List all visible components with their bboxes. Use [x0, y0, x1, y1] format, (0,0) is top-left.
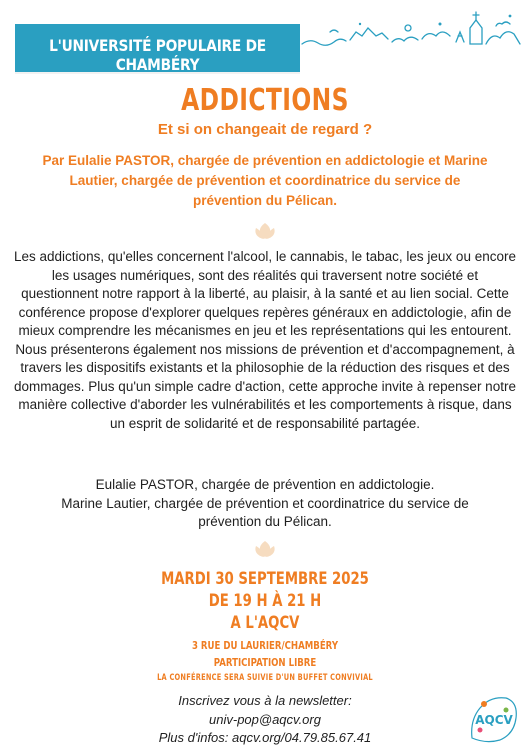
- description-body: [12, 248, 518, 433]
- event-entry-fee: PARTICIPATION LIBRE: [213, 656, 317, 669]
- speakers-intro: [30, 151, 500, 211]
- speakers-line: Lautier, chargée de prévention et coordinatrice du service de: [69, 173, 461, 188]
- leaf-divider-icon: [254, 222, 276, 240]
- event-date: MARDI 30 SEPTEMBRE 2025: [161, 569, 369, 589]
- newsletter-email-link[interactable]: univ-pop@aqcv.org: [209, 711, 321, 727]
- aqcv-logo: [466, 690, 522, 746]
- page-subtitle: Et si on changeait de regard ?: [157, 121, 373, 138]
- description-paragraph: Nous présenterons également nos missions de prévention et d'accompagnement, à travers les dispositifs existants et la philosophie de la réduction des risques et des dommages. Plus qu'un simple cadre d'action, cette approche invite à repenser notre manière collective d'aborder les vulnérabilités et les comportements à risque, dans un esprit de solidarité et de responsabilité partagée.: [14, 341, 516, 431]
- leaf-divider-icon: [254, 540, 276, 558]
- credit-line: Eulalie PASTOR, chargée de prévention en addictologie.: [95, 477, 435, 492]
- description-paragraph: Les addictions, qu'elles concernent l'alcool, le cannabis, le tabac, les jeux ou encore les usages numériques, sont des réalités qui traversent notre société et questionnent notre rapport à la liberté, au plaisir, à la santé et au lien social. Cette conférence propose d'explorer quelques repères généraux en addictologie, afin de mieux comprendre les mécanismes en jeu et les représentations qui les entourent.: [14, 249, 516, 338]
- event-time: DE 19 H À 21 H: [208, 591, 322, 611]
- credit-line: Marine Lautier, chargée de prévention et coordinatrice du service de: [61, 495, 469, 511]
- banner-title: L'UNIVERSITÉ POPULAIRE DE CHAMBÉRY: [49, 36, 266, 74]
- header-banner: [15, 24, 300, 72]
- credit-line: prévention du Pélican.: [198, 514, 332, 529]
- logo-text: AQCV: [475, 713, 513, 727]
- newsletter-prompt: Inscrivez vous à la newsletter:: [178, 693, 352, 708]
- chambery-skyline-illustration: [300, 6, 528, 56]
- page-title: ADDICTIONS: [181, 83, 349, 118]
- event-address: 3 RUE DU LAURIER/CHAMBÉRY: [191, 639, 339, 652]
- speaker-credits: [20, 476, 510, 532]
- speakers-line: Par Eulalie PASTOR, chargée de prévention en addictologie et Marine: [42, 153, 488, 168]
- speakers-line: prévention du Pélican.: [192, 193, 338, 208]
- event-buffet-note: LA CONFÉRENCE SERA SUIVIE D'UN BUFFET CONVIVIAL: [157, 673, 373, 683]
- contact-info: Plus d'infos: aqcv.org/04.79.85.67.41: [158, 730, 372, 745]
- newsletter-info: [0, 692, 530, 748]
- event-venue: A L'AQCV: [230, 613, 300, 633]
